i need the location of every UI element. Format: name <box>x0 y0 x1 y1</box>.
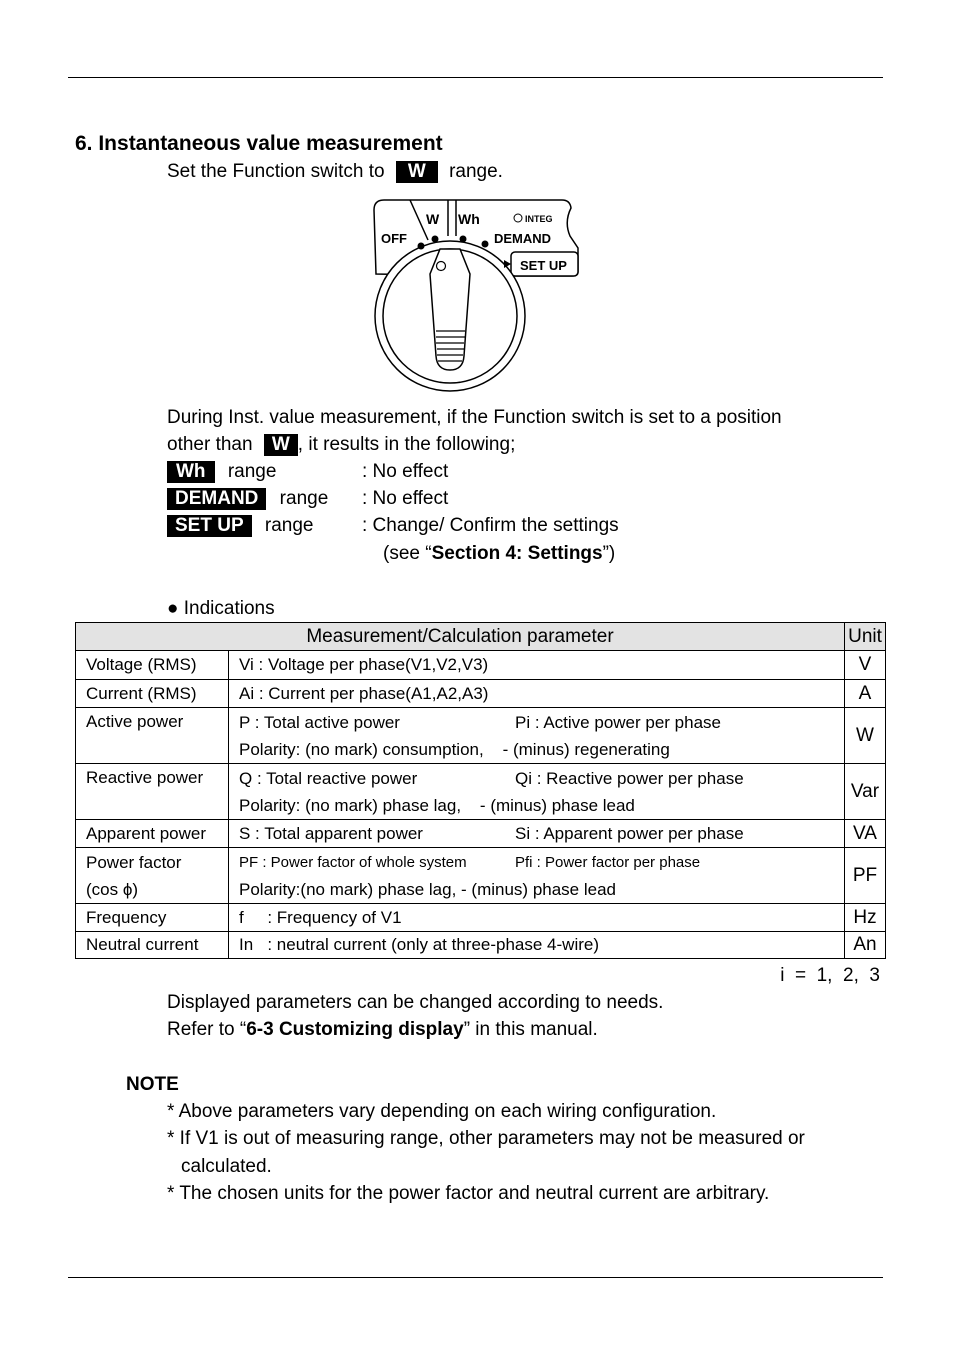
table-row: Frequency f : Frequency of V1 Hz <box>76 904 886 932</box>
dot-w-icon <box>432 236 439 243</box>
range-row-demand: DEMAND range <box>167 488 328 510</box>
table-row: Reactive power Q : Total reactive power Qi : Reactive power per phase Polarity: (no mark) phase lag, - (minus) phase lead Var <box>76 764 886 820</box>
parameter-table <box>75 622 886 959</box>
w-range-tag: W <box>396 161 438 183</box>
dial-wh-label: Wh <box>458 211 480 227</box>
section-heading: 6. Instantaneous value measurement <box>75 132 443 155</box>
setup-range-tag: SET UP <box>167 515 252 537</box>
indications-label: ● Indications <box>167 598 275 619</box>
table-row: Active power P : Total active power Pi : Active power per phase Polarity: (no mark) consumption, - (minus) regenerating W <box>76 708 886 764</box>
dial-w-label: W <box>426 211 440 227</box>
dial-setup-label: SET UP <box>520 258 567 273</box>
header-parameter: Measurement/Calculation parameter <box>76 623 845 651</box>
table-header-row <box>76 623 886 651</box>
refer-text: Refer to “6-3 Customizing display” in this manual. <box>167 1019 598 1040</box>
table-row: Apparent power S : Total apparent power Si : Apparent power per phase VA <box>76 820 886 848</box>
during-line-2: other than W , it results in the following; <box>167 434 516 455</box>
table-row: Current (RMS) Ai : Current per phase(A1,A2,A3) A <box>76 680 886 708</box>
header-unit: Unit <box>845 623 886 651</box>
displayed-text: Displayed parameters can be changed according to needs. <box>167 992 664 1013</box>
note-item: calculated. <box>181 1156 272 1177</box>
intro-line: Set the Function switch to W range. <box>167 161 503 182</box>
table-row: Power factor (cos ϕ) PF : Power factor of whole system Pfi : Power factor per phase Polarity:(no mark) phase lag, - (minus) phase lead PF <box>76 848 886 904</box>
dial-demand-label: DEMAND <box>494 231 552 246</box>
dial-knob-icon <box>430 249 470 370</box>
range-effect-wh: : No effect <box>362 461 449 482</box>
bottom-rule <box>68 1277 883 1278</box>
range-row-wh: Wh range <box>167 461 276 483</box>
dot-demand-icon <box>482 241 489 248</box>
note-item: * If V1 is out of measuring range, other parameters may not be measured or <box>167 1128 805 1149</box>
see-settings-ref: (see “Section 4: Settings”) <box>383 543 616 564</box>
wh-range-tag: Wh <box>167 461 215 483</box>
function-switch-dial <box>366 196 586 396</box>
dot-off-icon <box>418 243 425 250</box>
note-item: * The chosen units for the power factor and neutral current are arbitrary. <box>167 1183 770 1204</box>
demand-range-tag: DEMAND <box>167 488 266 510</box>
during-line-1: During Inst. value measurement, if the Function switch is set to a position <box>167 407 782 428</box>
table-row: Voltage (RMS) Vi : Voltage per phase(V1,V2,V3) V <box>76 651 886 680</box>
range-effect-setup: : Change/ Confirm the settings <box>362 515 619 536</box>
dial-off-label: OFF <box>381 231 407 246</box>
range-effect-demand: : No effect <box>362 488 449 509</box>
range-row-setup: SET UP range <box>167 515 314 537</box>
note-item: * Above parameters vary depending on each wiring configuration. <box>167 1101 717 1122</box>
w-range-tag-2: W <box>264 434 298 456</box>
dial-integ-label: INTEG <box>525 214 553 224</box>
dot-wh-icon <box>460 236 467 243</box>
table-row: Neutral current In : neutral current (only at three-phase 4-wire) An <box>76 932 886 959</box>
top-rule <box>68 77 883 78</box>
index-note: i = 1, 2, 3 <box>780 965 880 986</box>
note-title: NOTE <box>126 1074 179 1095</box>
